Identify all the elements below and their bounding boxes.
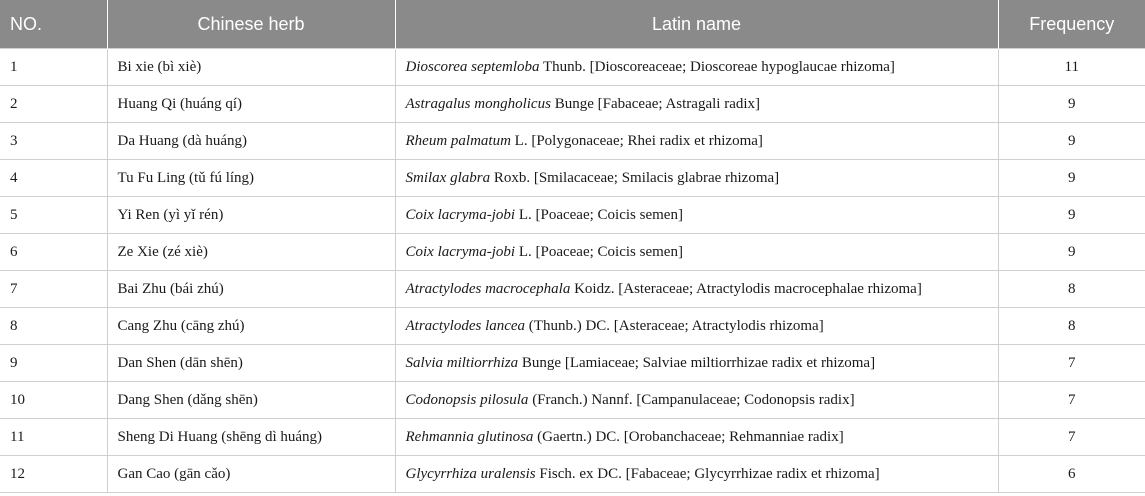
latin-species: Smilax glabra [405,169,491,186]
latin-species: Atractylodes macrocephala [405,280,571,297]
latin-authority-family: Koidz. [Asteraceae; Atractylodis macrocephalae rhizoma] [570,280,922,297]
table-body [0,49,1145,493]
table-row [0,123,1145,160]
table-row [0,197,1145,234]
cell-no: 4 [0,160,107,197]
latin-authority-family: Roxb. [Smilacaceae; Smilacis glabrae rhizoma] [490,169,780,186]
cell-no: 8 [0,308,107,345]
cell-no: 9 [0,345,107,382]
cell-chinese-herb: Bi xie (bì xiè) [107,49,395,86]
cell-no: 7 [0,271,107,308]
cell-chinese-herb: Ze Xie (zé xiè) [107,234,395,271]
latin-authority-family: Thunb. [Dioscoreaceae; Dioscoreae hypoglaucae rhizoma] [539,58,895,75]
latin-species: Glycyrrhiza uralensis [405,465,536,482]
cell-latin-name [395,419,998,456]
latin-authority-family: (Gaertn.) DC. [Orobanchaceae; Rehmanniae radix] [533,428,844,445]
cell-frequency: 7 [998,345,1145,382]
cell-no: 10 [0,382,107,419]
cell-frequency: 11 [998,49,1145,86]
table-row [0,345,1145,382]
latin-authority-family: (Franch.) Nannf. [Campanulaceae; Codonopsis radix] [528,391,855,408]
table-row [0,456,1145,493]
cell-latin-name [395,308,998,345]
table-row [0,234,1145,271]
header-frequency: Frequency [998,0,1145,49]
cell-no: 11 [0,419,107,456]
cell-no: 12 [0,456,107,493]
cell-chinese-herb: Cang Zhu (cāng zhú) [107,308,395,345]
table-row [0,49,1145,86]
header-no: NO. [0,0,107,49]
cell-latin-name [395,456,998,493]
cell-no: 6 [0,234,107,271]
latin-species: Salvia miltiorrhiza [405,354,519,371]
cell-frequency: 9 [998,86,1145,123]
cell-no: 5 [0,197,107,234]
table-row [0,419,1145,456]
cell-frequency: 9 [998,197,1145,234]
latin-authority-family: L. [Polygonaceae; Rhei radix et rhizoma] [510,132,763,149]
cell-chinese-herb: Tu Fu Ling (tǔ fú líng) [107,160,395,197]
cell-chinese-herb: Dang Shen (dǎng shēn) [107,382,395,419]
latin-species: Coix lacryma-jobi [405,243,516,260]
latin-authority-family: Bunge [Fabaceae; Astragali radix] [550,95,761,112]
latin-species: Atractylodes lancea [405,317,526,334]
latin-species: Dioscorea septemloba [405,58,540,75]
cell-frequency: 9 [998,234,1145,271]
latin-species: Astragalus mongholicus [405,95,551,112]
cell-frequency: 7 [998,382,1145,419]
latin-authority-family: (Thunb.) DC. [Asteraceae; Atractylodis rhizoma] [525,317,824,334]
cell-frequency: 6 [998,456,1145,493]
latin-species: Coix lacryma-jobi [405,206,516,223]
cell-no: 1 [0,49,107,86]
cell-frequency: 8 [998,308,1145,345]
cell-chinese-herb: Dan Shen (dān shēn) [107,345,395,382]
table-row [0,271,1145,308]
table-row [0,308,1145,345]
latin-authority-family: L. [Poaceae; Coicis semen] [515,206,683,223]
cell-latin-name [395,123,998,160]
table-row [0,382,1145,419]
latin-authority-family: Bunge [Lamiaceae; Salviae miltiorrhizae radix et rhizoma] [518,354,876,371]
cell-frequency: 9 [998,123,1145,160]
cell-latin-name [395,86,998,123]
cell-latin-name [395,49,998,86]
cell-no: 3 [0,123,107,160]
latin-authority-family: L. [Poaceae; Coicis semen] [515,243,683,260]
cell-chinese-herb: Bai Zhu (bái zhú) [107,271,395,308]
cell-chinese-herb: Da Huang (dà huáng) [107,123,395,160]
latin-species: Rehmannia glutinosa [405,428,534,445]
cell-chinese-herb: Sheng Di Huang (shēng dì huáng) [107,419,395,456]
table-row [0,160,1145,197]
cell-latin-name [395,345,998,382]
cell-chinese-herb: Huang Qi (huáng qí) [107,86,395,123]
latin-authority-family: Fisch. ex DC. [Fabaceae; Glycyrrhizae radix et rhizoma] [535,465,880,482]
cell-frequency: 9 [998,160,1145,197]
latin-species: Codonopsis pilosula [405,391,529,408]
cell-chinese-herb: Yi Ren (yì yǐ rén) [107,197,395,234]
latin-species: Rheum palmatum [405,132,511,149]
cell-latin-name [395,271,998,308]
header-latin-name: Latin name [395,0,998,49]
cell-frequency: 8 [998,271,1145,308]
cell-latin-name [395,197,998,234]
table-row [0,86,1145,123]
cell-latin-name [395,382,998,419]
cell-frequency: 7 [998,419,1145,456]
cell-latin-name [395,160,998,197]
header-chinese-herb: Chinese herb [107,0,395,49]
cell-no: 2 [0,86,107,123]
cell-chinese-herb: Gan Cao (gān cǎo) [107,456,395,493]
table-header-row [0,0,1145,49]
cell-latin-name [395,234,998,271]
